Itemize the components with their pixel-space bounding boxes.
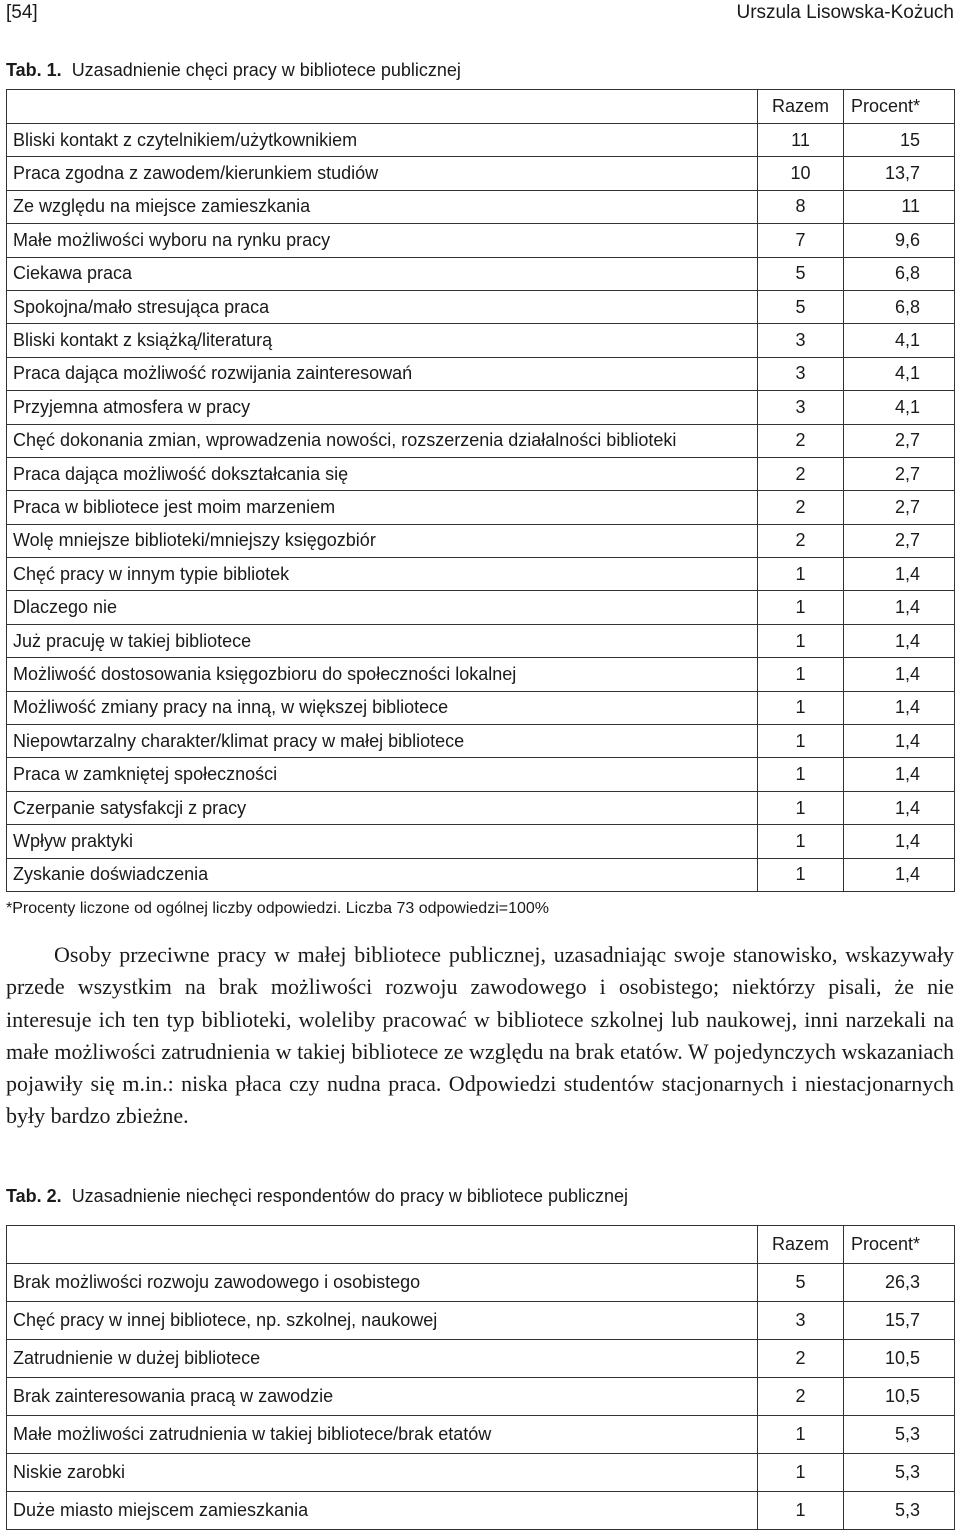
row-label: Wolę mniejsze biblioteki/mniejszy księgozbiór: [7, 524, 758, 557]
count-cell: 11: [758, 124, 844, 157]
percent-cell: 13,7: [844, 157, 955, 190]
percent-cell: 1,4: [844, 825, 955, 858]
row-label: Brak zainteresowania pracą w zawodzie: [7, 1378, 758, 1416]
percent-cell: 2,7: [844, 491, 955, 524]
table-header-row: [7, 1226, 955, 1264]
table2-title: Uzasadnienie niechęci respondentów do pracy w bibliotece publicznej: [71, 1186, 629, 1206]
table-row: [7, 1264, 955, 1302]
row-label: Ze względu na miejsce zamieszkania: [7, 190, 758, 223]
table-row: [7, 624, 955, 657]
percent-cell: 1,4: [844, 691, 955, 724]
row-label: Czerpanie satysfakcji z pracy: [7, 791, 758, 824]
percent-cell: 1,4: [844, 624, 955, 657]
row-label: Bliski kontakt z książką/literaturą: [7, 324, 758, 357]
row-label: Już pracuję w takiej bibliotece: [7, 624, 758, 657]
table-row: [7, 124, 955, 157]
table-header-row: [7, 90, 955, 124]
table1-title: Uzasadnienie chęci pracy w bibliotece publicznej: [71, 60, 461, 80]
count-cell: 2: [758, 424, 844, 457]
count-cell: 1: [758, 725, 844, 758]
table-row: [7, 524, 955, 557]
table-row: [7, 357, 955, 390]
row-label: Małe możliwości zatrudnienia w takiej bibliotece/brak etatów: [7, 1416, 758, 1454]
percent-cell: 4,1: [844, 324, 955, 357]
table1-footnote: *Procenty liczone od ogólnej liczby odpowiedzi. Liczba 73 odpowiedzi=100%: [6, 900, 550, 917]
page-number: [54]: [6, 2, 38, 23]
row-label: Praca zgodna z zawodem/kierunkiem studiów: [7, 157, 758, 190]
row-label: Zatrudnienie w dużej bibliotece: [7, 1340, 758, 1378]
table-row: [7, 290, 955, 323]
row-label: Chęć pracy w innej bibliotece, np. szkolnej, naukowej: [7, 1302, 758, 1340]
table-row: [7, 257, 955, 290]
percent-cell: 2,7: [844, 424, 955, 457]
count-cell: 1: [758, 1492, 844, 1530]
row-label: Przyjemna atmosfera w pracy: [7, 391, 758, 424]
percent-cell: 1,4: [844, 725, 955, 758]
table-row: [7, 858, 955, 891]
row-label: Praca dająca możliwość rozwijania zainteresowań: [7, 357, 758, 390]
percent-cell: 1,4: [844, 858, 955, 891]
count-cell: 3: [758, 1302, 844, 1340]
table-row: [7, 1302, 955, 1340]
count-cell: 1: [758, 858, 844, 891]
percent-cell: 9,6: [844, 224, 955, 257]
row-label: Wpływ praktyki: [7, 825, 758, 858]
percent-cell: 4,1: [844, 391, 955, 424]
table-row: [7, 825, 955, 858]
count-cell: 7: [758, 224, 844, 257]
table-row: [7, 1416, 955, 1454]
percent-cell: 2,7: [844, 524, 955, 557]
count-cell: 3: [758, 324, 844, 357]
row-label: Dlaczego nie: [7, 591, 758, 624]
percent-cell: 1,4: [844, 591, 955, 624]
table-row: [7, 457, 955, 490]
column-header: Razem: [758, 1226, 844, 1264]
percent-cell: 2,7: [844, 457, 955, 490]
table1: [6, 89, 955, 892]
table-row: [7, 725, 955, 758]
percent-cell: 26,3: [844, 1264, 955, 1302]
percent-cell: 5,3: [844, 1416, 955, 1454]
percent-cell: 5,3: [844, 1454, 955, 1492]
table-row: [7, 758, 955, 791]
table2-label: Tab. 2.: [6, 1186, 62, 1206]
row-label: Chęć pracy w innym typie bibliotek: [7, 558, 758, 591]
percent-cell: 6,8: [844, 257, 955, 290]
table-row: [7, 558, 955, 591]
count-cell: 1: [758, 758, 844, 791]
percent-cell: 1,4: [844, 791, 955, 824]
percent-cell: 10,5: [844, 1378, 955, 1416]
percent-cell: 1,4: [844, 658, 955, 691]
table-row: [7, 190, 955, 223]
count-cell: 5: [758, 290, 844, 323]
count-cell: 2: [758, 1340, 844, 1378]
count-cell: 8: [758, 190, 844, 223]
column-header: Procent*: [844, 1226, 955, 1264]
percent-cell: 15,7: [844, 1302, 955, 1340]
page-header: [0, 0, 960, 30]
row-label: Brak możliwości rozwoju zawodowego i osobistego: [7, 1264, 758, 1302]
percent-cell: 5,3: [844, 1492, 955, 1530]
count-cell: 5: [758, 257, 844, 290]
percent-cell: 10,5: [844, 1340, 955, 1378]
table-row: [7, 691, 955, 724]
count-cell: 3: [758, 391, 844, 424]
table-row: [7, 1340, 955, 1378]
count-cell: 1: [758, 825, 844, 858]
table-row: [7, 658, 955, 691]
table2-caption: [6, 1186, 628, 1207]
row-label: Bliski kontakt z czytelnikiem/użytkownikiem: [7, 124, 758, 157]
count-cell: 10: [758, 157, 844, 190]
row-label: Spokojna/mało stresująca praca: [7, 290, 758, 323]
percent-cell: 11: [844, 190, 955, 223]
count-cell: 2: [758, 491, 844, 524]
count-cell: 1: [758, 591, 844, 624]
column-header: [7, 90, 758, 124]
table-row: [7, 324, 955, 357]
percent-cell: 15: [844, 124, 955, 157]
table-row: [7, 1378, 955, 1416]
body-paragraph: Osoby przeciwne pracy w małej bibliotece publicznej, uzasadniając swoje stanowisko, wskazywały przede wszystkim na brak możliwości rozwoju zawodowego i osobistego; niektórzy pisali, że nie interesuje ich ten typ biblioteki, woleliby pracować w bibliotece szkolnej lub naukowej, inni narzekali na małe możliwości zatrudnienia w takiej bibliotece ze względu na brak etatów. W pojedynczych wskazaniach pojawiły się m.in.: niska płaca czy nudna praca. Odpowiedzi studentów stacjonarnych i niestacjonarnych były bardzo zbieżne.: [6, 942, 954, 1129]
count-cell: 3: [758, 357, 844, 390]
row-label: Niepowtarzalny charakter/klimat pracy w małej bibliotece: [7, 725, 758, 758]
count-cell: 2: [758, 457, 844, 490]
column-header: Procent*: [844, 90, 955, 124]
column-header: Razem: [758, 90, 844, 124]
row-label: Chęć dokonania zmian, wprowadzenia nowości, rozszerzenia działalności biblioteki: [7, 424, 758, 457]
count-cell: 5: [758, 1264, 844, 1302]
percent-cell: 1,4: [844, 558, 955, 591]
percent-cell: 6,8: [844, 290, 955, 323]
table-row: [7, 157, 955, 190]
count-cell: 2: [758, 1378, 844, 1416]
table-row: [7, 1454, 955, 1492]
row-label: Duże miasto miejscem zamieszkania: [7, 1492, 758, 1530]
row-label: Niskie zarobki: [7, 1454, 758, 1492]
row-label: Praca w zamkniętej społeczności: [7, 758, 758, 791]
table-row: [7, 391, 955, 424]
table2: [6, 1225, 955, 1530]
row-label: Ciekawa praca: [7, 257, 758, 290]
table-row: [7, 791, 955, 824]
count-cell: 1: [758, 558, 844, 591]
count-cell: 1: [758, 1416, 844, 1454]
count-cell: 1: [758, 624, 844, 657]
running-author: Urszula Lisowska-Kożuch: [736, 2, 954, 23]
table-row: [7, 424, 955, 457]
count-cell: 2: [758, 524, 844, 557]
table-row: [7, 491, 955, 524]
count-cell: 1: [758, 691, 844, 724]
row-label: Możliwość zmiany pracy na inną, w większej bibliotece: [7, 691, 758, 724]
table1-label: Tab. 1.: [6, 60, 62, 80]
row-label: Praca dająca możliwość dokształcania się: [7, 457, 758, 490]
percent-cell: 1,4: [844, 758, 955, 791]
percent-cell: 4,1: [844, 357, 955, 390]
row-label: Możliwość dostosowania księgozbioru do społeczności lokalnej: [7, 658, 758, 691]
column-header: [7, 1226, 758, 1264]
count-cell: 1: [758, 791, 844, 824]
row-label: Małe możliwości wyboru na rynku pracy: [7, 224, 758, 257]
table-row: [7, 1492, 955, 1530]
row-label: Praca w bibliotece jest moim marzeniem: [7, 491, 758, 524]
count-cell: 1: [758, 658, 844, 691]
table-row: [7, 224, 955, 257]
row-label: Zyskanie doświadczenia: [7, 858, 758, 891]
count-cell: 1: [758, 1454, 844, 1492]
table1-caption: [6, 60, 461, 81]
table-row: [7, 591, 955, 624]
